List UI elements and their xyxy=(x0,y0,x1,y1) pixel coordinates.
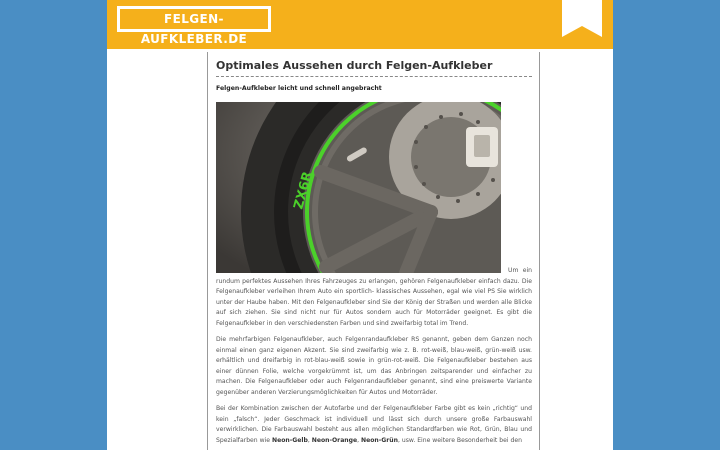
article-image-container xyxy=(216,102,532,273)
color-neon-green: Neon-Grün xyxy=(361,436,398,444)
separator: , xyxy=(307,436,312,444)
paragraph-3-text-end: , usw. Eine weitere Besonderheit bei den xyxy=(398,436,522,444)
site-logo[interactable]: FELGEN-AUFKLEBER.DE xyxy=(117,6,271,32)
separator: , xyxy=(357,436,362,444)
article-paragraph-2: Die mehrfarbigen Felgenaufkleber, auch Felgenrandaufkleber RS genannt, geben dem Ganzen noch einmal einen ganz eigenen Akzent. Sie sind zweifarbig wie z. B. rot-weiß, blau-weiß, grün-weiß usw. erhältlich und dreifarbig in rot-blau-weiß sowie in grün-rot-weiß. Die Felgenaufkleber bestehen aus einer dünnen Folie, welche vorgekrümmt ist, um das Anbringen zeitsparender und einfacher zu machen. Die Felgenaufkleber oder auch Felgenrandaufkleber genannt, sind eine preiswerte Variante gegenüber anderen Verzierungsmöglichkeiten für Autos und Motorräder. xyxy=(216,336,532,396)
site-header xyxy=(107,0,613,49)
article-subtitle: Felgen-Aufkleber leicht und schnell angebracht xyxy=(216,85,382,92)
article-content xyxy=(207,52,540,450)
article-paragraph-3 xyxy=(216,404,532,446)
article-title: Optimales Aussehen durch Felgen-Aufkleber xyxy=(216,59,532,77)
paragraph-3-text-start: Bei der Kombination zwischen der Autofarbe und der Felgenaufkleber Farbe gibt es kein „richtig“ und kein „falsch“. Jeder Geschmack ist individuell und lässt sich durch unsere große Farbauswahl verwirklichen. Die Farbauswahl besteht aus allen möglichen Standardfarben wie Rot, Grün, Blau und Spezialfarben wie xyxy=(216,405,532,444)
wheel-photo xyxy=(216,102,501,273)
color-neon-yellow: Neon-Gelb xyxy=(271,436,308,444)
bookmark-icon[interactable] xyxy=(562,0,602,37)
page-container xyxy=(107,0,613,450)
color-neon-orange: Neon-Orange xyxy=(311,436,358,444)
wheel-logo-text: ZX6R xyxy=(291,169,316,212)
article-paragraph-1: Um ein rundum perfektes Aussehen Ihres Fahrzeuges zu erlangen, gehören Felgenaufkleber einfach dazu. Die Felgenaufkleber verleihen Ihrem Auto ein sportlich- klassisches Aussehen, egal wie viel PS Sie wirklich unter der Haube haben. Mit den Felgenaufkleber sind Sie der König der Straßen und werden alle Blicke auf sich ziehen. Sie sind nicht nur für Autos sondern auch für Motorräder geeignet. Es gibt die Felgenaufkleber in den verschiedensten Farben und sind zweifarbig total im Trend. xyxy=(216,267,532,327)
